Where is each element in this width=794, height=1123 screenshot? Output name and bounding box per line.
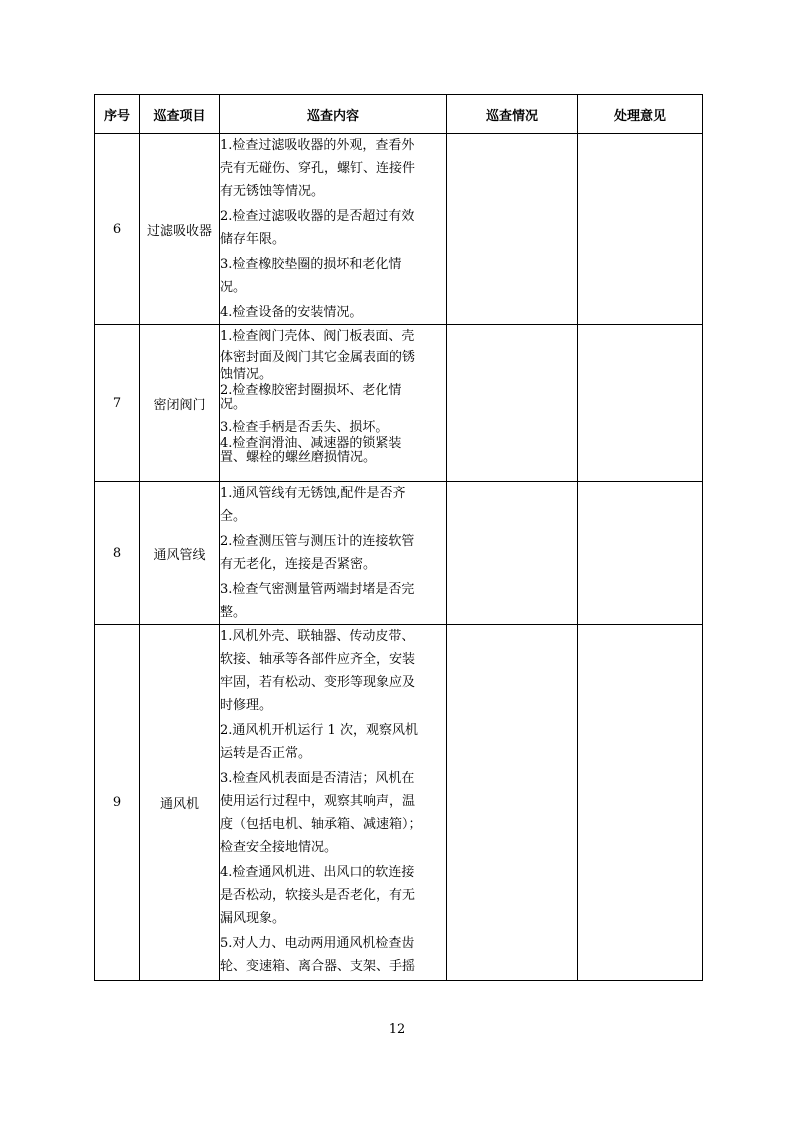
content-line: 储存年限。 (220, 232, 286, 247)
content-paragraph (220, 421, 446, 435)
inspection-status-cell (447, 134, 578, 325)
content-line: 漏风现象。 (220, 911, 286, 926)
content-line: 置、螺栓的螺丝磨损情况。 (220, 450, 377, 465)
content-line: 使用运行过程中，观察其响声，温 (220, 794, 416, 809)
content-line: 4.检查润滑油、减速器的锁紧装 (220, 436, 402, 451)
row-number: 8 (95, 482, 140, 625)
inspection-item: 密闭阀门 (140, 325, 220, 482)
handling-opinion-cell (578, 625, 703, 981)
inspection-item: 通风机 (140, 625, 220, 981)
content-line: 运转是否正常。 (220, 746, 312, 761)
header-item: 巡查项目 (140, 95, 220, 134)
inspection-status-cell (447, 625, 578, 981)
content-paragraph (220, 530, 446, 576)
table-row (95, 134, 703, 325)
inspection-content (220, 482, 447, 625)
content-line: 是否松动，软接头是否老化，有无 (220, 888, 416, 903)
content-line: 牢固，若有松动、变形等现象应及 (220, 675, 416, 690)
content-line: 1.检查过滤吸收器的外观，查看外 (220, 138, 415, 153)
content-line: 3.检查气密测量管两端封堵是否完 (220, 582, 415, 597)
header-no: 序号 (95, 95, 140, 134)
page-number: 12 (388, 1022, 406, 1037)
content-paragraph (220, 767, 446, 859)
content-line: 壳有无碰伤、穿孔，螺钉、连接件 (220, 161, 416, 176)
content-paragraph (220, 719, 446, 765)
content-paragraph (220, 205, 446, 251)
content-line: 1.通风管线有无锈蚀,配件是否齐 (220, 486, 406, 501)
content-line: 2.检查过滤吸收器的是否超过有效 (220, 209, 415, 224)
content-paragraph (220, 578, 446, 624)
content-paragraph (220, 437, 446, 465)
inspection-status-cell (447, 482, 578, 625)
content-line: 4.检查通风机进、出风口的软连接 (220, 865, 415, 880)
content-line: 1.风机外壳、联轴器、传动皮带、 (220, 629, 415, 644)
content-line: 2.通风机开机运行 1 次，观察风机 (220, 723, 418, 738)
content-line: 3.检查橡胶垫圈的损坏和老化情 (220, 257, 402, 272)
content-paragraph (220, 325, 446, 382)
inspection-content (220, 325, 447, 482)
content-line: 体密封面及阀门其它金属表面的锈 (220, 350, 416, 365)
content-line: 蚀情况。 (220, 367, 273, 382)
content-line: 时修理。 (220, 698, 273, 713)
content-line: 轮、变速箱、离合器、支架、手摇 (220, 959, 416, 974)
row-number: 9 (95, 625, 140, 981)
content-line: 检查安全接地情况。 (220, 840, 338, 855)
content-paragraph (220, 134, 446, 203)
content-paragraph (220, 625, 446, 717)
inspection-item: 通风管线 (140, 482, 220, 625)
content-line: 全。 (220, 509, 247, 524)
content-line: 有无老化，连接是否紧密。 (220, 557, 377, 572)
content-line: 2.检查橡胶密封圈损坏、老化情 (220, 383, 402, 398)
content-line: 有无锈蚀等情况。 (220, 184, 325, 199)
row-number: 6 (95, 134, 140, 325)
inspection-table (94, 94, 703, 981)
content-paragraph (220, 482, 446, 528)
content-line: 况。 (220, 280, 247, 295)
content-paragraph (220, 384, 446, 412)
content-line: 4.检查设备的安装情况。 (220, 305, 363, 320)
row-number: 7 (95, 325, 140, 482)
handling-opinion-cell (578, 482, 703, 625)
inspection-status-cell (447, 325, 578, 482)
inspection-content (220, 134, 447, 325)
content-paragraph (220, 301, 446, 324)
content-paragraph (220, 253, 446, 299)
content-paragraph (220, 932, 446, 978)
table-row (95, 325, 703, 482)
header-status: 巡查情况 (447, 95, 578, 134)
content-line: 整。 (220, 605, 247, 620)
inspection-item: 过滤吸收器 (140, 134, 220, 325)
header-row (95, 95, 703, 134)
content-line: 度（包括电机、轴承箱、减速箱）； (220, 817, 422, 832)
header-opinion: 处理意见 (578, 95, 703, 134)
content-line: 软接、轴承等各部件应齐全，安装 (220, 652, 416, 667)
content-line: 5.对人力、电动两用通风机检查齿 (220, 936, 415, 951)
table-row (95, 482, 703, 625)
content-line: 1.检查阀门壳体、阀门板表面、壳 (220, 329, 415, 344)
handling-opinion-cell (578, 325, 703, 482)
content-line: 3.检查风机表面是否清洁；风机在 (220, 771, 415, 786)
content-line: 2.检查测压管与测压计的连接软管 (220, 534, 415, 549)
table-row (95, 625, 703, 981)
content-line: 况。 (220, 397, 247, 412)
handling-opinion-cell (578, 134, 703, 325)
inspection-content (220, 625, 447, 981)
content-paragraph (220, 861, 446, 930)
content-line: 3.检查手柄是否丢失、损坏。 (220, 420, 389, 435)
header-content: 巡查内容 (220, 95, 447, 134)
